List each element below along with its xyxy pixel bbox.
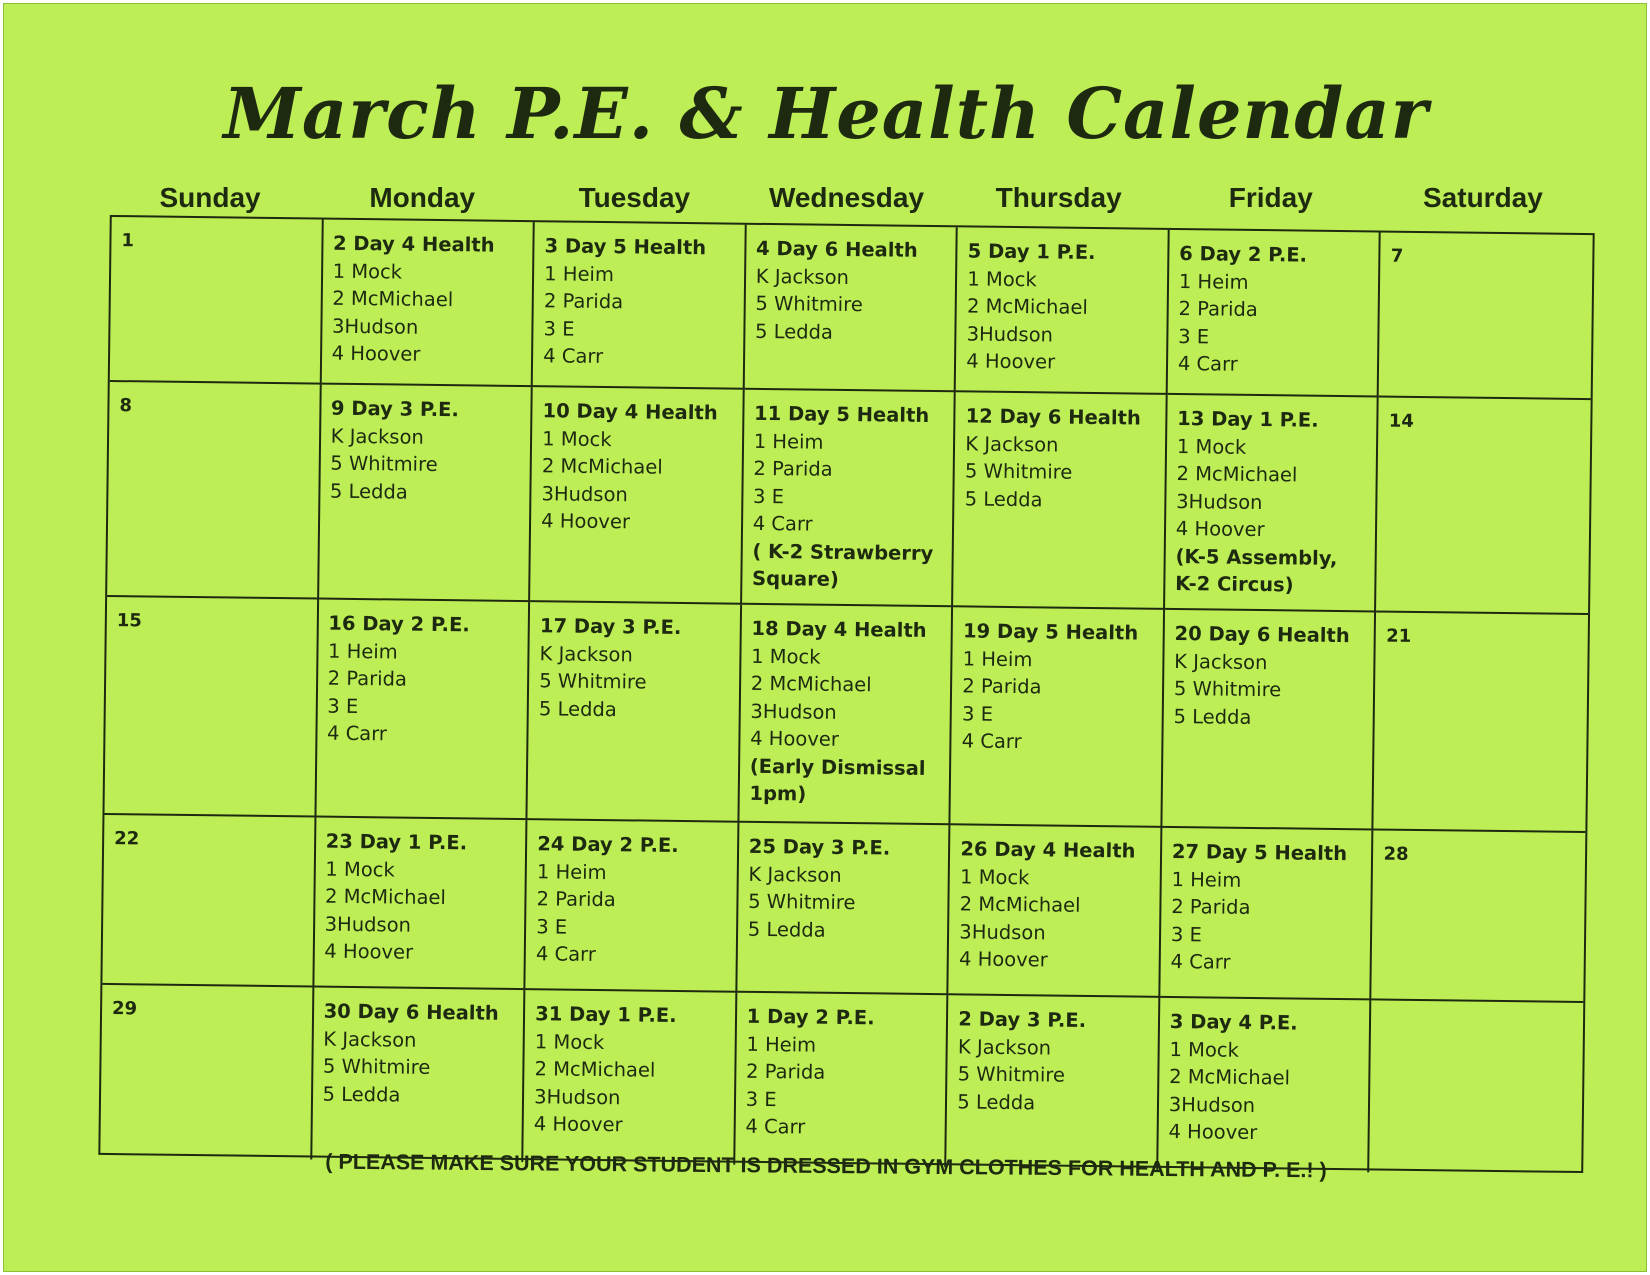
date-number: 14 bbox=[1388, 410, 1414, 432]
date-number: 29 bbox=[111, 998, 138, 1020]
class-entry: 1 Heim bbox=[1171, 867, 1242, 892]
class-entry: 1 Heim bbox=[327, 639, 398, 664]
class-entry: 4 Carr bbox=[752, 511, 813, 536]
class-entry: 2 McMichael bbox=[1169, 1064, 1291, 1090]
class-entry: 2 McMichael bbox=[1176, 462, 1298, 487]
date-number: 7 bbox=[1390, 245, 1404, 267]
class-entry: K Jackson bbox=[965, 431, 1059, 457]
date-number: 1 bbox=[121, 230, 135, 252]
class-entry: 4 Hoover bbox=[541, 509, 631, 534]
class-entry: 5 Whitmire bbox=[322, 1054, 431, 1079]
class-entry: 1 Mock bbox=[542, 426, 612, 451]
class-entry: 5 Ledda bbox=[322, 1082, 401, 1107]
day-header: 3 Day 4 P.E. bbox=[1169, 1009, 1298, 1035]
day-cell bbox=[947, 995, 1161, 1170]
class-entry: 2 Parida bbox=[1171, 894, 1251, 919]
day-header: 18 Day 4 Health bbox=[751, 616, 927, 642]
class-entry: 3 E bbox=[1178, 324, 1210, 348]
weekday-monday: Monday bbox=[369, 182, 476, 213]
weekday-header-row bbox=[104, 182, 1589, 222]
day-header: 2 Day 4 Health bbox=[332, 231, 495, 257]
day-cell bbox=[314, 818, 528, 991]
day-cell bbox=[523, 990, 737, 1165]
class-entry: 3Hudson bbox=[1176, 489, 1263, 514]
class-entry: 5 Whitmire bbox=[539, 669, 647, 694]
day-cell bbox=[319, 385, 533, 603]
date-number: 28 bbox=[1383, 843, 1409, 865]
class-entry: 5 Ledda bbox=[1173, 704, 1252, 729]
day-header: 17 Day 3 P.E. bbox=[539, 614, 682, 639]
class-entry: 1 Heim bbox=[544, 261, 615, 286]
class-entry: 3Hudson bbox=[324, 912, 412, 937]
day-cell bbox=[1379, 232, 1593, 400]
weekday-saturday: Saturday bbox=[1423, 182, 1543, 213]
class-entry: 2 McMichael bbox=[750, 671, 872, 697]
day-header: 6 Day 2 P.E. bbox=[1179, 242, 1308, 267]
class-entry: 3 E bbox=[752, 484, 785, 508]
day-cell bbox=[1168, 230, 1382, 398]
class-entry: 4 Hoover bbox=[324, 939, 414, 964]
class-entry: 4 Carr bbox=[1170, 949, 1231, 974]
class-entry: 2 Parida bbox=[745, 1059, 826, 1084]
date-number: 22 bbox=[114, 828, 140, 850]
day-header: 9 Day 3 P.E. bbox=[330, 396, 459, 422]
day-cell bbox=[312, 988, 526, 1163]
class-entry: K Jackson bbox=[323, 1027, 417, 1052]
class-entry: 1 Mock bbox=[534, 1029, 605, 1054]
class-entry: 1 Mock bbox=[1169, 1037, 1240, 1062]
class-entry: 1 Mock bbox=[325, 857, 395, 881]
class-entry: 5 Ledda bbox=[329, 479, 408, 504]
day-cell bbox=[1374, 612, 1588, 833]
class-entry: 2 McMichael bbox=[332, 286, 454, 312]
event-note: (Early Dismissal 1pm) bbox=[749, 754, 926, 806]
class-entry: 4 Hoover bbox=[1175, 517, 1265, 542]
class-entry: 2 Parida bbox=[1178, 297, 1258, 321]
class-entry: 4 Hoover bbox=[1168, 1119, 1258, 1145]
calendar-sheet bbox=[3, 3, 1647, 1272]
day-header: 19 Day 5 Health bbox=[962, 619, 1139, 645]
day-cell bbox=[1376, 397, 1590, 615]
class-entry: K Jackson bbox=[957, 1034, 1052, 1060]
class-entry: 1 Mock bbox=[751, 644, 821, 669]
class-entry: 2 McMichael bbox=[541, 454, 663, 479]
day-header: 3 Day 5 Health bbox=[544, 234, 707, 260]
day-header: 24 Day 2 P.E. bbox=[537, 832, 679, 857]
date-number: 8 bbox=[119, 395, 133, 417]
class-entry: 4 Carr bbox=[543, 344, 604, 369]
class-entry: 3 E bbox=[745, 1087, 777, 1111]
class-entry: 2 McMichael bbox=[534, 1057, 656, 1082]
class-entry: 4 Carr bbox=[535, 942, 596, 966]
class-entry: 4 Hoover bbox=[750, 726, 839, 751]
day-cell bbox=[100, 985, 314, 1160]
class-entry: 4 Carr bbox=[745, 1114, 806, 1139]
day-cell bbox=[1162, 610, 1376, 831]
class-entry: 3 E bbox=[1170, 922, 1203, 946]
class-entry: 5 Whitmire bbox=[330, 451, 438, 476]
day-header: 26 Day 4 Health bbox=[960, 837, 1136, 863]
calendar-title: March P.E. & Health Calendar bbox=[223, 72, 1429, 155]
class-entry: 1 Heim bbox=[746, 1032, 817, 1057]
class-entry: 5 Whitmire bbox=[1173, 677, 1282, 702]
class-entry: 3Hudson bbox=[959, 919, 1046, 944]
class-entry: K Jackson bbox=[755, 264, 850, 289]
class-entry: 1 Mock bbox=[967, 266, 1037, 291]
class-entry: 2 Parida bbox=[753, 456, 833, 481]
class-entry: K Jackson bbox=[748, 862, 842, 887]
class-entry: K Jackson bbox=[1174, 649, 1268, 674]
class-entry: 2 Parida bbox=[327, 666, 408, 691]
day-header: 12 Day 6 Health bbox=[965, 404, 1141, 430]
class-entry: 1 Mock bbox=[1176, 434, 1247, 459]
class-entry: 1 Heim bbox=[1178, 269, 1249, 294]
class-entry: 5 Whitmire bbox=[755, 291, 863, 317]
day-cell bbox=[742, 390, 956, 608]
day-header: 2 Day 3 P.E. bbox=[958, 1007, 1087, 1032]
day-cell bbox=[737, 823, 951, 996]
day-cell bbox=[104, 597, 318, 818]
class-entry: 1 Heim bbox=[962, 646, 1033, 671]
class-entry: 4 Carr bbox=[326, 721, 388, 746]
day-cell bbox=[1158, 998, 1372, 1173]
class-entry: 1 Mock bbox=[959, 864, 1030, 889]
day-cell bbox=[1165, 395, 1379, 613]
class-entry: 1 Heim bbox=[753, 429, 824, 454]
day-header: 1 Day 2 P.E. bbox=[746, 1004, 875, 1030]
class-entry: 4 Carr bbox=[961, 729, 1022, 754]
class-entry: 5 Ledda bbox=[538, 696, 617, 721]
day-cell bbox=[956, 227, 1170, 395]
day-header: 31 Day 1 P.E. bbox=[535, 1002, 677, 1027]
weekday-sunday: Sunday bbox=[159, 182, 261, 213]
class-entry: 3 E bbox=[543, 316, 575, 341]
day-cell bbox=[107, 382, 321, 600]
class-entry: 3 E bbox=[536, 914, 568, 939]
class-entry: 1 Heim bbox=[536, 859, 607, 884]
day-cell bbox=[1160, 828, 1374, 1001]
day-cell bbox=[530, 387, 744, 605]
weekday-thursday: Thursday bbox=[995, 182, 1122, 213]
day-cell bbox=[1370, 1000, 1584, 1175]
weekday-tuesday: Tuesday bbox=[578, 182, 691, 213]
class-entry: 5 Ledda bbox=[957, 1089, 1036, 1114]
date-number: 15 bbox=[116, 610, 143, 632]
day-cell bbox=[525, 820, 739, 993]
day-cell bbox=[739, 605, 953, 826]
class-entry: 5 Ledda bbox=[964, 486, 1043, 511]
class-entry: 5 Ledda bbox=[754, 319, 834, 344]
day-header: 20 Day 6 Health bbox=[1174, 622, 1350, 648]
class-entry: 3 E bbox=[327, 694, 359, 718]
day-cell bbox=[1372, 830, 1586, 1003]
class-entry: 4 Hoover bbox=[966, 349, 1056, 374]
class-entry: 3Hudson bbox=[541, 481, 628, 506]
class-entry: 2 McMichael bbox=[959, 892, 1081, 917]
day-cell bbox=[735, 993, 949, 1168]
class-entry: 4 Hoover bbox=[958, 947, 1048, 972]
day-cell bbox=[533, 222, 747, 390]
day-header: 23 Day 1 P.E. bbox=[325, 829, 468, 855]
class-entry: 5 Whitmire bbox=[957, 1062, 1066, 1087]
class-entry: 2 McMichael bbox=[966, 294, 1089, 319]
weekday-wednesday: Wednesday bbox=[768, 182, 925, 213]
day-header: 27 Day 5 Health bbox=[1171, 839, 1348, 866]
class-entry: 5 Ledda bbox=[747, 917, 826, 942]
day-header: 10 Day 4 Health bbox=[542, 399, 718, 425]
class-entry: 5 Whitmire bbox=[964, 459, 1073, 484]
day-cell bbox=[110, 217, 324, 385]
day-header: 25 Day 3 P.E. bbox=[748, 834, 891, 860]
day-cell bbox=[528, 602, 742, 823]
class-entry: 4 Carr bbox=[1177, 352, 1238, 376]
class-entry: 3Hudson bbox=[966, 321, 1054, 346]
class-entry: 3Hudson bbox=[534, 1084, 621, 1109]
class-entry: 3Hudson bbox=[750, 699, 837, 724]
day-cell bbox=[953, 392, 1167, 610]
class-entry: 2 Parida bbox=[536, 887, 616, 912]
day-cell bbox=[949, 825, 1163, 998]
day-header: 16 Day 2 P.E. bbox=[328, 611, 470, 637]
class-entry: 2 Parida bbox=[962, 674, 1042, 699]
day-header: 4 Day 6 Health bbox=[756, 236, 918, 262]
class-entry: 2 Parida bbox=[543, 289, 624, 314]
day-header: 13 Day 1 P.E. bbox=[1177, 407, 1319, 432]
day-header: 30 Day 6 Health bbox=[323, 999, 499, 1025]
weekday-friday: Friday bbox=[1228, 182, 1313, 213]
day-cell bbox=[951, 607, 1165, 828]
class-entry: K Jackson bbox=[539, 641, 633, 666]
class-entry: 5 Whitmire bbox=[748, 889, 856, 915]
day-cell bbox=[744, 225, 958, 393]
class-entry: 4 Hoover bbox=[331, 341, 421, 366]
class-entry: 3Hudson bbox=[331, 314, 419, 339]
day-header: 5 Day 1 P.E. bbox=[967, 239, 1096, 265]
event-note: (K-5 Assembly, K-2 Circus) bbox=[1175, 544, 1338, 596]
dress-code-notice: ( PLEASE MAKE SURE YOUR STUDENT IS DRESSED IN GYM CLOTHES FOR HEALTH AND P. E.! ) bbox=[325, 1149, 1327, 1183]
day-cell bbox=[316, 600, 530, 821]
class-entry: K Jackson bbox=[330, 424, 424, 449]
class-entry: 2 McMichael bbox=[324, 884, 447, 910]
day-cell bbox=[102, 815, 316, 988]
day-cell bbox=[321, 220, 535, 388]
class-entry: 1 Mock bbox=[332, 259, 403, 284]
class-entry: 3Hudson bbox=[1168, 1092, 1256, 1117]
calendar-grid bbox=[98, 215, 1594, 1173]
event-note: ( K-2 Strawberry Square) bbox=[751, 539, 934, 591]
class-entry: 3 E bbox=[961, 701, 994, 726]
day-header: 11 Day 5 Health bbox=[753, 401, 930, 427]
class-entry: 4 Hoover bbox=[533, 1112, 623, 1137]
date-number: 21 bbox=[1386, 625, 1412, 647]
